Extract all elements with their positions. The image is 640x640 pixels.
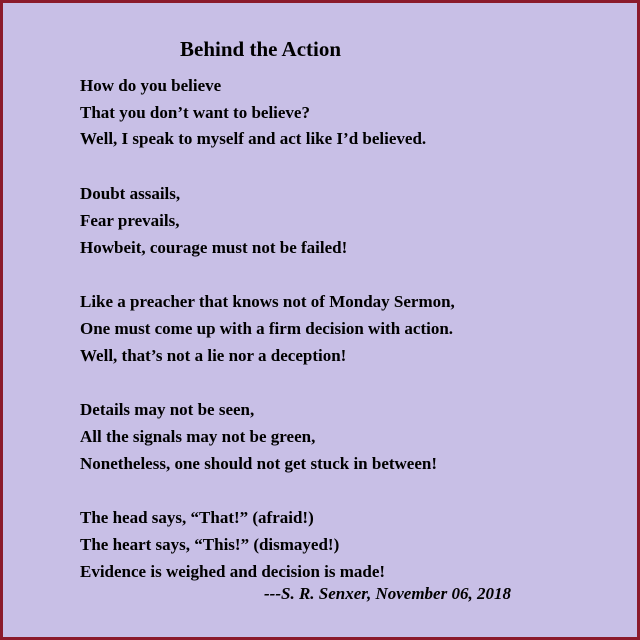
stanza (80, 289, 455, 369)
poem-line: One must come up with a firm decision with action. (80, 318, 454, 338)
poem-line: Nonetheless, one should not get stuck in between! (80, 453, 438, 473)
poem-body (80, 73, 455, 614)
stanza (80, 181, 455, 261)
poem-line: How do you believe (80, 76, 222, 95)
poem-line: Doubt assails, (80, 184, 181, 204)
stanza (80, 505, 455, 585)
poem-line: Well, I speak to myself and act like I’d believed. (80, 129, 427, 149)
poem-line: Howbeit, courage must not be failed! (80, 237, 348, 257)
poem-line: All the signals may not be green, (80, 427, 316, 447)
stanza (80, 73, 455, 153)
poem-line: Details may not be seen, (80, 400, 255, 420)
stanza (80, 397, 455, 477)
poem-attribution: ---S. R. Senxer, November 06, 2018 (264, 584, 511, 603)
poem-line: The heart says, “This!” (dismayed!) (80, 535, 340, 555)
poem-line: The head says, “That!” (afraid!) (80, 508, 314, 528)
poem-line: Well, that’s not a lie nor a deception! (80, 345, 347, 365)
poem-title: Behind the Action (180, 37, 342, 61)
poem-line: That you don’t want to believe? (80, 102, 310, 122)
poem-line: Fear prevails, (80, 210, 180, 230)
poem-line: Evidence is weighed and decision is made! (80, 561, 386, 581)
poem-line: Like a preacher that knows not of Monday Sermon, (80, 292, 455, 312)
